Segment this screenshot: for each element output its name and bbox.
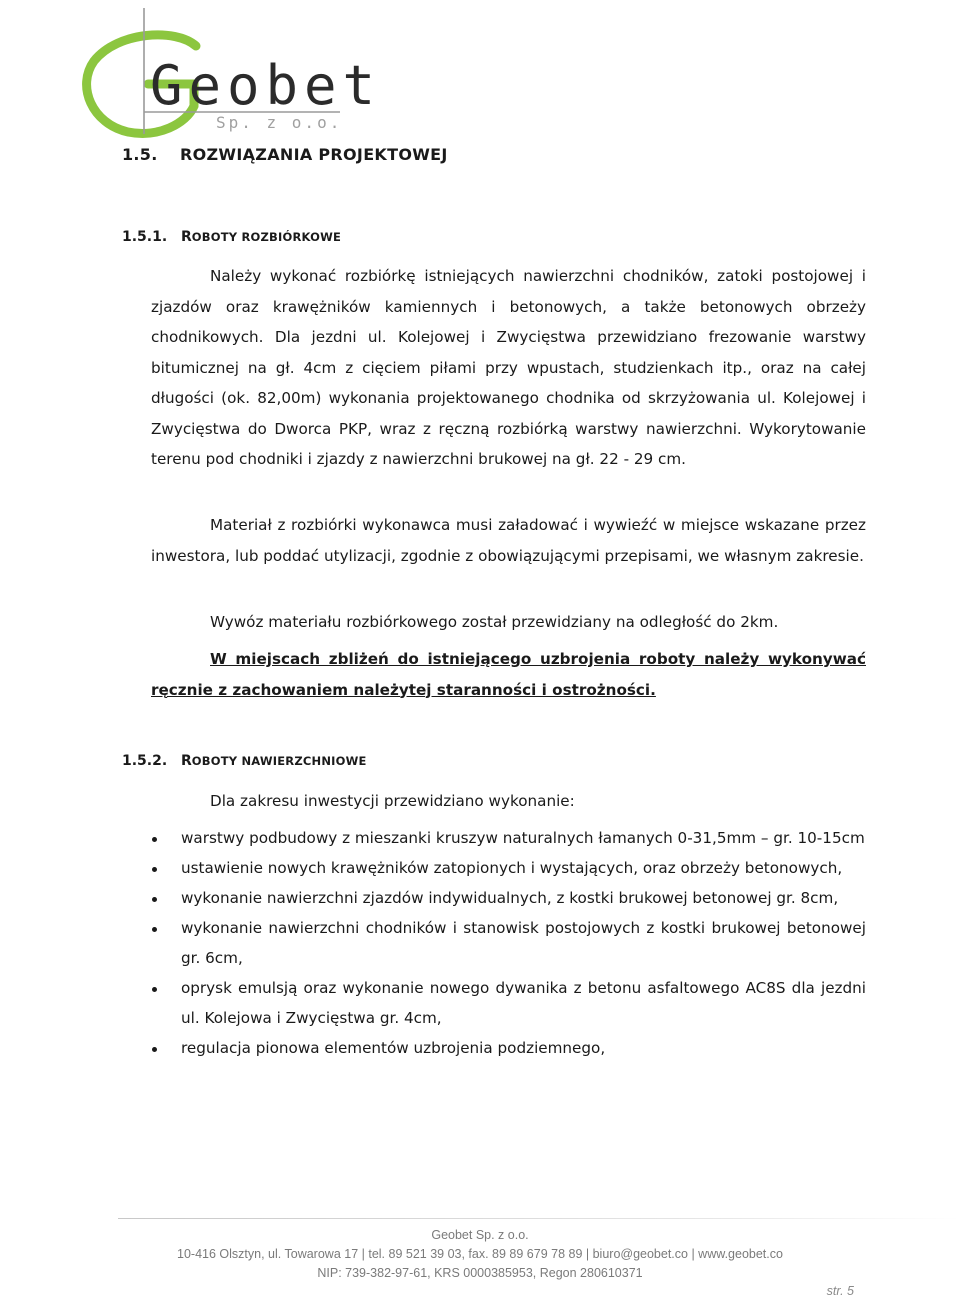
demolition-warning: W miejscach zbliżeń do istniejącego uzbrojenia roboty należy wykonywać ręcznie z zachowaniem należytej staranności i ostrożności. [151,650,866,699]
demolition-paragraph-1: Należy wykonać rozbiórkę istniejących nawierzchni chodników, zatoki postojowej i zjazdów oraz krawężników kamiennych i betonowych, a także betonowych obrzeży chodnikowych. Dla jezdni ul. Kolejowej i Zwycięstwa przewidziano frezowanie warstwy bitumicznej na gł. 4cm z cięciem piłami przy wpustach, studzienkach itp., oraz na całej długości (ok. 82,00m) wykonania projektowanego chodnika od skrzyżowania ul. Kolejowej i Zwycięstwa do Dworca PKP, wraz z ręczną rozbiórką warstwy nawierzchni. Wykorytowanie terenu pod chodniki i zjazdy z nawierzchni brukowej na gł. 22 - 29 cm. [151,267,866,468]
page-number: str. 5 [826,1284,854,1298]
list-item: wykonanie nawierzchni chodników i stanowisk postojowych z kostki brukowej betonowej gr. 6cm, [151,913,866,973]
section-heading-surface [122,753,367,769]
geobet-logo [78,6,382,136]
list-item: wykonanie nawierzchni zjazdów indywidualnych, z kostki brukowej betonowej gr. 8cm, [151,883,866,913]
list-item: ustawienie nowych krawężników zatopionych i wystających, oraz obrzeży betonowych, [151,853,866,883]
list-item: regulacja pionowa elementów uzbrojenia podziemnego, [151,1033,866,1063]
section-title-rest: OBOTY NAWIERZCHNIOWE [191,754,367,768]
section-number: 1.5.1. [122,229,168,245]
logo-name: Geobet [150,54,382,117]
surface-intro: Dla zakresu inwestycji przewidziano wykonanie: [210,792,575,810]
section-heading-main [122,145,448,164]
surface-work-list [151,823,866,1063]
demolition-paragraph-3: Wywóz materiału rozbiórkowego został przewidziany na odległość do 2km. [210,613,779,631]
section-number: 1.5.2. [122,753,168,769]
list-item: oprysk emulsją oraz wykonanie nowego dywanika z betonu asfaltowego AC8S dla jezdni ul. Kolejowa i Zwycięstwa gr. 4cm, [151,973,866,1033]
section-title-initial: R [181,753,192,769]
section-title-rest: OBOTY ROZBIÓRKOWE [191,230,342,244]
logo-sub: Sp. z o.o. [216,113,343,132]
footer-address: 10-416 Olsztyn, ul. Towarowa 17 | tel. 89 521 39 03, fax. 89 89 679 78 89 | biuro@geobet.co | www.geobet.co [177,1247,783,1261]
footer-registry: NIP: 739-382-97-61, KRS 0000385953, Regon 280610371 [317,1266,643,1280]
section-heading-demolition [122,229,341,245]
section-title: ROZWIĄZANIA PROJEKTOWEJ [180,145,448,164]
section-title-initial: R [181,229,192,245]
list-item: warstwy podbudowy z mieszanki kruszyw naturalnych łamanych 0-31,5mm – gr. 10-15cm [151,823,866,853]
footer-company: Geobet Sp. z o.o. [431,1228,529,1242]
demolition-paragraph-2: Materiał z rozbiórki wykonawca musi załadować i wywieźć w miejsce wskazane przez inwestora, lub poddać utylizacji, zgodnie z obowiązującymi przepisami, we własnym zakresie. [151,516,866,565]
section-number: 1.5. [122,145,158,164]
footer-divider [118,1218,960,1219]
